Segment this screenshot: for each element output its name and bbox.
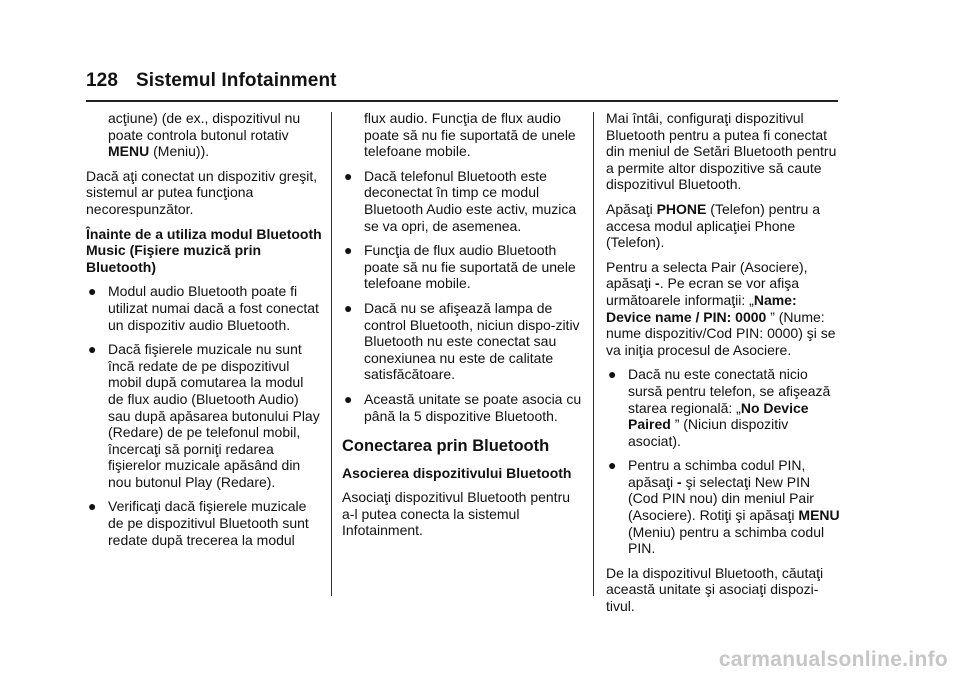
subheading: Înainte de a utiliza modul Bluetooth Music (Fişiere muzică prin Bluetooth)	[86, 225, 322, 275]
section-heading: Conectarea prin Bluetooth	[342, 437, 550, 456]
bullet-icon: ●	[608, 366, 617, 383]
header-rule	[86, 100, 838, 102]
watermark: carmanualsonline.info	[718, 648, 948, 671]
bullet-item: ● Dacă nu este conectată nicio sursă pentru telefon, se afişează starea regională: „No Device Paired ” (Niciun dispozitiv asociat).	[608, 366, 831, 449]
page-title: Sistemul Infotainment	[136, 70, 337, 91]
paragraph: Asociaţi dispozitivul Bluetooth pentru a-l putea conecta la sistemul Infotainment.	[342, 489, 571, 539]
column-3	[606, 110, 842, 623]
subheading: Asocierea dispozitivului Bluetooth	[342, 464, 572, 481]
bullet-icon: ●	[88, 341, 97, 358]
page-number: 128	[86, 70, 119, 91]
bullet-item: ● Pentru a schimba codul PIN, apăsaţi - şi selectaţi New PIN (Cod PIN nou) din meniul Pair (Asociere). Rotiţi şi apăsaţi MENU (Meniu) pentru a schimba codul PIN.	[608, 457, 840, 557]
bullet-icon: ●	[344, 299, 353, 316]
column-1	[86, 110, 322, 556]
paragraph: Mai întâi, configuraţi dispozitivul Bluetooth pentru a putea fi conectat din meniul de Setări Bluetooth pentru a permite altor dispozitive să caute dispozitivul Bluetooth.	[606, 110, 837, 193]
column-divider-1	[331, 112, 332, 596]
bullet-icon: ●	[88, 283, 97, 300]
continued-paragraph: flux audio. Funcţia de flux audio poate să nu fie suportată de unele telefoane mobile.	[364, 110, 576, 160]
bullet-item: ● Funcţia de flux audio Bluetooth poate să nu fie suportată de unele telefoane mobile.	[344, 242, 576, 292]
bullet-icon: ●	[344, 167, 353, 184]
paragraph: De la dispozitivul Bluetooth, căutaţi această unitate şi asociaţi dispozi-tivul.	[606, 564, 824, 615]
name-pin-label: Name: Device name / PIN: 0000	[606, 291, 797, 325]
page-header	[86, 70, 337, 92]
bullet-item: ● Dacă fişierele muzicale nu sunt încă redate de pe dispozitivul mobil după comutarea la modul de flux audio (Bluetooth Audio) sau după apăsarea butonului Play (Redare) de pe telefonul mobil, încercaţi să porniţi redarea fişierelor muzicale apăsând din nou butonul Play (Redare).	[88, 341, 320, 490]
bullet-icon: ●	[88, 498, 97, 515]
dash-key: -	[655, 275, 660, 292]
column-2	[342, 110, 582, 547]
menu-label: MENU	[108, 143, 150, 160]
bullet-icon: ●	[344, 390, 353, 407]
bullet-item: ● Dacă telefonul Bluetooth este deconectat în timp ce modul Bluetooth Audio este activ, muzica se va opri, de asemenea.	[344, 167, 577, 234]
bullet-icon: ●	[608, 457, 617, 474]
bullet-icon: ●	[344, 242, 353, 259]
bullet-item: ● Modul audio Bluetooth poate fi utilizat numai dacă a fost conectat un dispozitiv audio Bluetooth.	[88, 283, 319, 333]
column-divider-2	[593, 112, 594, 596]
bullet-item: ● Dacă nu se afişează lampa de control Bluetooth, niciun dispo-zitiv Bluetooth nu este conectat sau conexiunea nu este de calitate satisfăcătoare.	[344, 299, 580, 383]
bullet-item: ● Verificaţi dacă fişierele muzicale de pe dispozitivul Bluetooth sunt redate după trecerea la modul	[88, 498, 309, 548]
paragraph: Apăsaţi PHONE (Telefon) pentru a accesa modul aplicaţiei Phone (Telefon).	[606, 200, 821, 251]
no-device-label: No Device Paired	[628, 399, 809, 433]
bullet-item: ● Această unitate se poate asocia cu până la 5 dispozitive Bluetooth.	[344, 390, 582, 424]
phone-label: PHONE	[656, 200, 707, 217]
dash-key: -	[677, 473, 682, 490]
menu-label: MENU	[798, 507, 840, 524]
paragraph: Pentru a selecta Pair (Asociere), apăsaţi -. Pe ecran se vor afişa următoarele informaţii: „Name: Device name / PIN: 0000 ” (Nume: nume dispozitiv/Cod PIN: 0000) şi se va iniţia procesul de Asociere.	[606, 258, 836, 358]
continued-paragraph: acţiune) (de ex., dispozitivul nu poate controla butonul rotativ MENU (Meniu)).	[108, 110, 301, 160]
paragraph: Dacă aţi conectat un dispozitiv greşit, sistemul ar putea funcţiona necorespunzător.	[86, 167, 318, 217]
